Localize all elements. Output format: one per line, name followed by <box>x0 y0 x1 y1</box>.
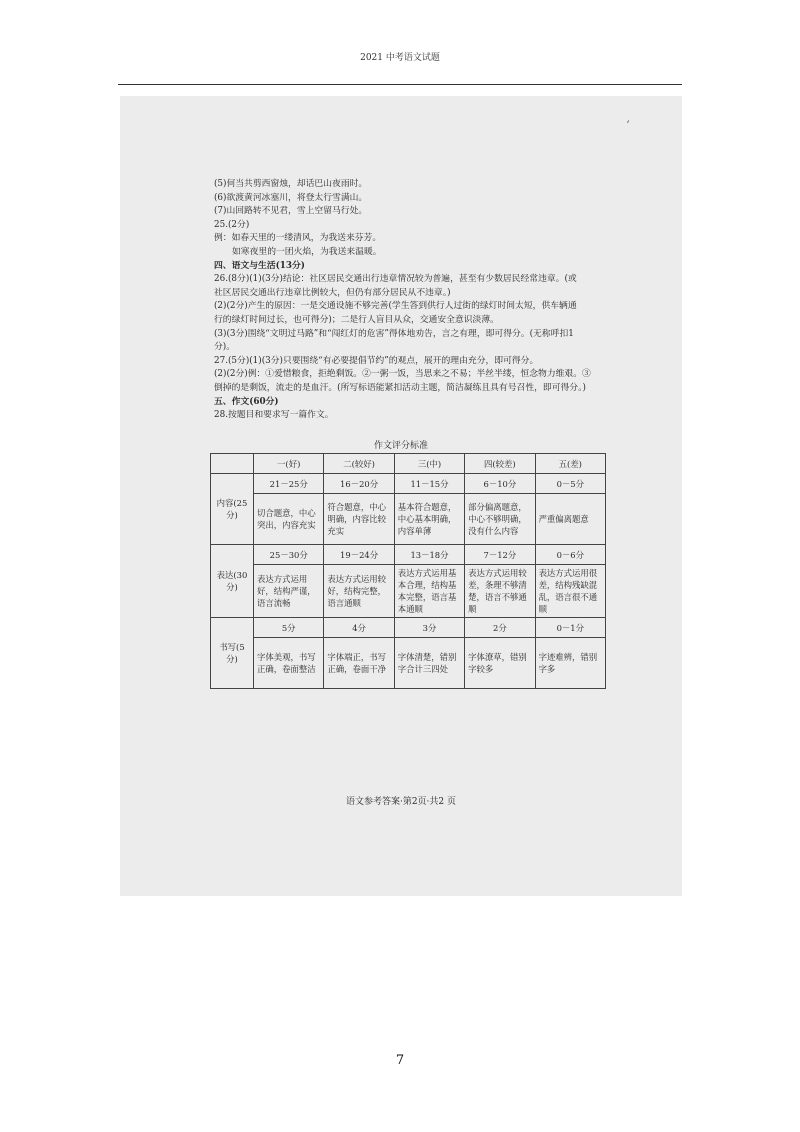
description-cell: 基本符合题意，中心基本明确，内容单薄 <box>394 494 464 545</box>
description-cell: 表达方式运用基本合理，结构基本完整，语言基本通顺 <box>394 565 464 618</box>
page-header: 2021 中考语文试题 <box>360 53 440 63</box>
text-line: 分)。 <box>214 342 236 353</box>
page-number: 7 <box>395 1053 405 1068</box>
level-header: 五(差) <box>535 454 605 474</box>
score-cell: 0－1分 <box>535 618 605 638</box>
score-cell: 16－20分 <box>324 474 394 494</box>
score-cell: 0－5分 <box>535 474 605 494</box>
table-row <box>211 545 606 565</box>
score-cell: 7－12分 <box>465 545 535 565</box>
text-line: (3)(3分)围绕“文明过马路”和“闯红灯的危害”得体地劝告，言之有理，即可得分。(无称呼扣1 <box>214 328 574 339</box>
text-line: (6)欲渡黄河冰塞川，将登太行雪满山。 <box>214 192 368 203</box>
description-cell: 严重偏离题意 <box>535 494 605 545</box>
description-cell: 字体美观，书写正确，卷面整洁 <box>254 638 324 689</box>
score-cell: 6－10分 <box>465 474 535 494</box>
text-line: 倒掉的是剩饭，流走的是血汗。(所写标语能紧扣活动主题，简洁凝练且具有号召性，即可得分。) <box>214 382 586 393</box>
score-cell: 19－24分 <box>324 545 394 565</box>
text-line: 例：如春天里的一缕清风，为我送来芬芳。 <box>214 233 382 244</box>
text-line: (7)山回路转不见君，雪上空留马行处。 <box>214 206 368 217</box>
text-line: 如寒夜里的一团火焰，为我送来温暖。 <box>232 246 382 257</box>
level-header: 三(中) <box>394 454 464 474</box>
text-line: 28.按题目和要求写一篇作文。 <box>214 410 334 421</box>
text-line: (2)(2分)例：①爱惜粮食，拒绝剩饭。②一粥一饭，当思来之不易；半丝半缕，恒念物力维艰。③ <box>214 369 591 380</box>
level-header: 二(较好) <box>324 454 394 474</box>
text-line: 25.(2分) <box>214 219 250 230</box>
description-cell: 字体端正，书写正确，卷面干净 <box>324 638 394 689</box>
description-cell: 字体清楚，错别字合计三四处 <box>394 638 464 689</box>
text-line: 27.(5分)(1)(3分)只要围绕“有必要提倡节约”的观点，展开的理由充分，即可得分。 <box>214 355 539 366</box>
description-cell: 切合题意，中心突出，内容充实 <box>254 494 324 545</box>
category-cell: 表达(30分) <box>211 545 254 618</box>
description-cell: 符合题意，中心明确，内容比较充实 <box>324 494 394 545</box>
category-cell: 书写(5分) <box>211 618 254 689</box>
category-cell: 内容(25分) <box>211 474 254 545</box>
section-heading: 四、语文与生活(13分) <box>214 260 305 271</box>
description-cell: 表达方式运用很差，结构残缺混乱，语言很不通顺 <box>535 565 605 618</box>
table-header-row <box>211 454 606 474</box>
table-row <box>211 565 606 618</box>
text-line: (2)(2分)产生的原因：一是交通设施不够完善(学生答到供行人过街的绿灯时间太短，供车辆通 <box>214 301 577 312</box>
description-cell: 表达方式运用好，结构严谨，语言流畅 <box>254 565 324 618</box>
table-row <box>211 474 606 494</box>
text-line: 行的绿灯时间过长，也可得分)；二是行人盲目从众，交通安全意识淡薄。 <box>214 314 499 325</box>
score-cell: 0－6分 <box>535 545 605 565</box>
score-cell: 3分 <box>394 618 464 638</box>
score-cell: 13－18分 <box>394 545 464 565</box>
score-cell: 25－30分 <box>254 545 324 565</box>
answer-page-footer: 语文参考答案·第2页·共2 页 <box>345 797 457 807</box>
text-line: 社区居民交通出行违章比例较大，但仍有部分居民从不违章。) <box>214 287 451 298</box>
scan-mark: ‘ <box>626 118 630 132</box>
description-cell: 字体潦草，错别字较多 <box>465 638 535 689</box>
header-divider <box>118 84 682 85</box>
description-cell: 表达方式运用较差，条理不够清楚，语言不够通顺 <box>465 565 535 618</box>
description-cell: 字迹难辨，错别字多 <box>535 638 605 689</box>
table-row <box>211 494 606 545</box>
scanned-page <box>120 96 682 896</box>
section-heading: 五、作文(60分) <box>214 396 279 407</box>
text-line: 26.(8分)(1)(3分)结论：社区居民交通出行违章情况较为普遍，甚至有少数居民经常违章。(或 <box>214 274 577 285</box>
table-row <box>211 618 606 638</box>
table-corner-cell <box>211 454 254 474</box>
score-cell: 11－15分 <box>394 474 464 494</box>
level-header: 四(较差) <box>465 454 535 474</box>
table-row <box>211 638 606 689</box>
score-cell: 2分 <box>465 618 535 638</box>
score-cell: 4分 <box>324 618 394 638</box>
text-line: (5)何当共剪西窗烛，却话巴山夜雨时。 <box>214 179 368 189</box>
score-cell: 5分 <box>254 618 324 638</box>
grading-table <box>210 453 606 689</box>
table-title: 作文评分标准 <box>373 441 428 451</box>
answer-text <box>214 178 644 423</box>
level-header: 一(好) <box>254 454 324 474</box>
description-cell: 部分偏离题意，中心不够明确，没有什么内容 <box>465 494 535 545</box>
score-cell: 21－25分 <box>254 474 324 494</box>
description-cell: 表达方式运用较好，结构完整，语言通顺 <box>324 565 394 618</box>
